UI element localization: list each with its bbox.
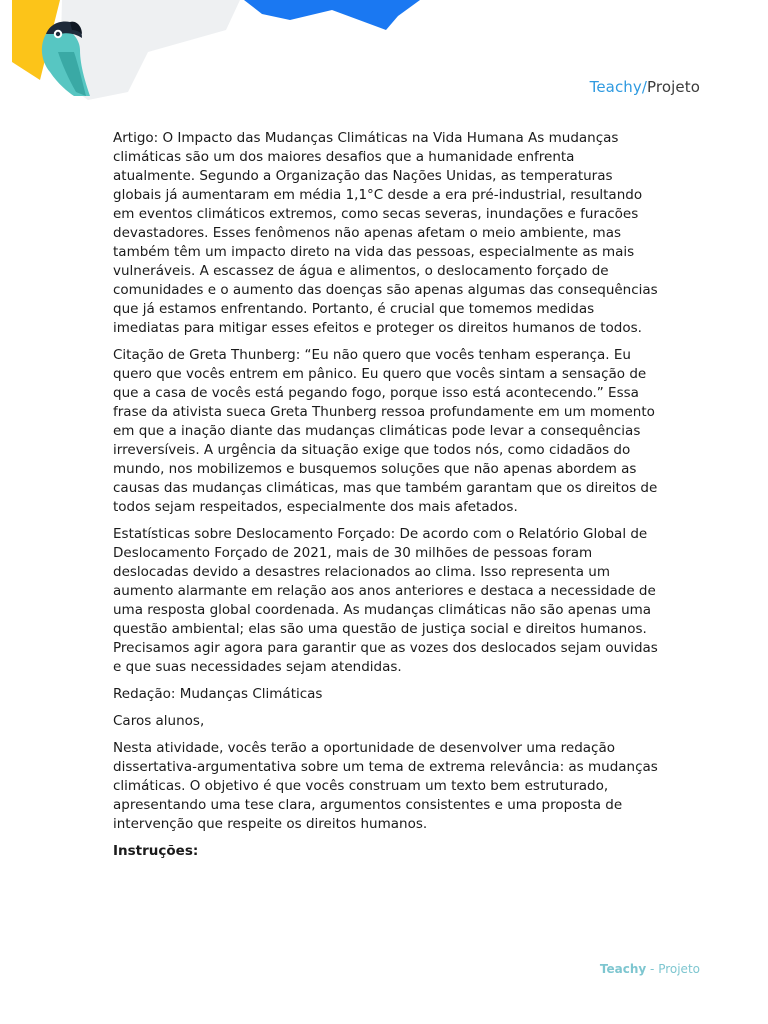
paragraph-quote: Citação de Greta Thunberg: “Eu não quero que vocês tenham esperança. Eu quero que vocês entrem em pânico. Eu quero que vocês sintam a sensação de que a casa de vocês está pegando fogo, porque isso está acontecendo.” Essa frase da ativista sueca Greta Thunberg ressoa profundamente em um momento em que a inação diante das mudanças climáticas pode levar a consequências irreversíveis. A urgência da situação exige que todos nós, como cidadãos do mundo, nos mobilizemos e busquemos soluções que não apenas abordem as causas das mudanças climáticas, mas que também garantam que os direitos de todos sejam respeitados, especialmente dos mais afetados. [113, 347, 658, 515]
brand-name: Teachy [589, 78, 642, 96]
paragraph-activity: Nesta atividade, vocês terão a oportunidade de desenvolver uma redação dissertativa-argumentativa sobre um tema de extrema relevância: as mudanças climáticas. O objetivo é que vocês construam um texto bem estruturado, apresentando uma tese clara, argumentos consistentes e uma proposta de intervenção que respeite os direitos humanos. [113, 740, 658, 832]
footer-separator: - [646, 962, 659, 976]
gray-background-shape [60, 0, 240, 100]
paragraph-statistics: Estatísticas sobre Deslocamento Forçado: De acordo com o Relatório Global de Deslocamento Forçado de 2021, mais de 30 milhões de pessoas foram deslocadas devido a desastres relacionados ao clima. Isso representa um aumento alarmante em relação aos anos anteriores e destaca a necessidade de uma resposta global coordenada. As mudanças climáticas não são apenas uma questão ambiental; elas são uma questão de justiça social e direitos humanos. Precisamos agir agora para garantir que as vozes dos deslocados sejam ouvidas e que suas necessidades sejam atendidas. [113, 526, 658, 675]
brand-section: Projeto [647, 78, 700, 96]
instructions-heading: Instruções: [113, 843, 199, 859]
brand-separator: / [641, 78, 648, 96]
brand-title [590, 78, 700, 96]
paragraph-essay-title: Redação: Mudanças Climáticas [113, 686, 323, 702]
document-body [113, 129, 658, 869]
footer-brand: Teachy [599, 962, 647, 976]
paragraph-greeting: Caros alunos, [113, 713, 205, 729]
header-decoration [0, 0, 420, 100]
page-footer [600, 962, 700, 976]
blue-wave-shape [244, 0, 420, 30]
footer-section: Projeto [658, 962, 700, 976]
paragraph-article: Artigo: O Impacto das Mudanças Climáticas na Vida Humana As mudanças climáticas são um dos maiores desafios que a humanidade enfrenta atualmente. Segundo a Organização das Nações Unidas, as temperaturas globais já aumentaram em média 1,1°C desde a era pré-industrial, resultando em eventos climáticos extremos, como secas severas, inundações e furacões devastadores. Esses fenômenos não apenas afetam o meio ambiente, mas também têm um impacto direto na vida das pessoas, especialmente as mais vulneráveis. A escassez de água e alimentos, o deslocamento forçado de comunidades e o aumento das doenças são apenas algumas das consequências que já estamos enfrentando. Portanto, é crucial que tomemos medidas imediatas para mitigar esses efeitos e proteger os direitos humanos de todos. [113, 130, 658, 336]
